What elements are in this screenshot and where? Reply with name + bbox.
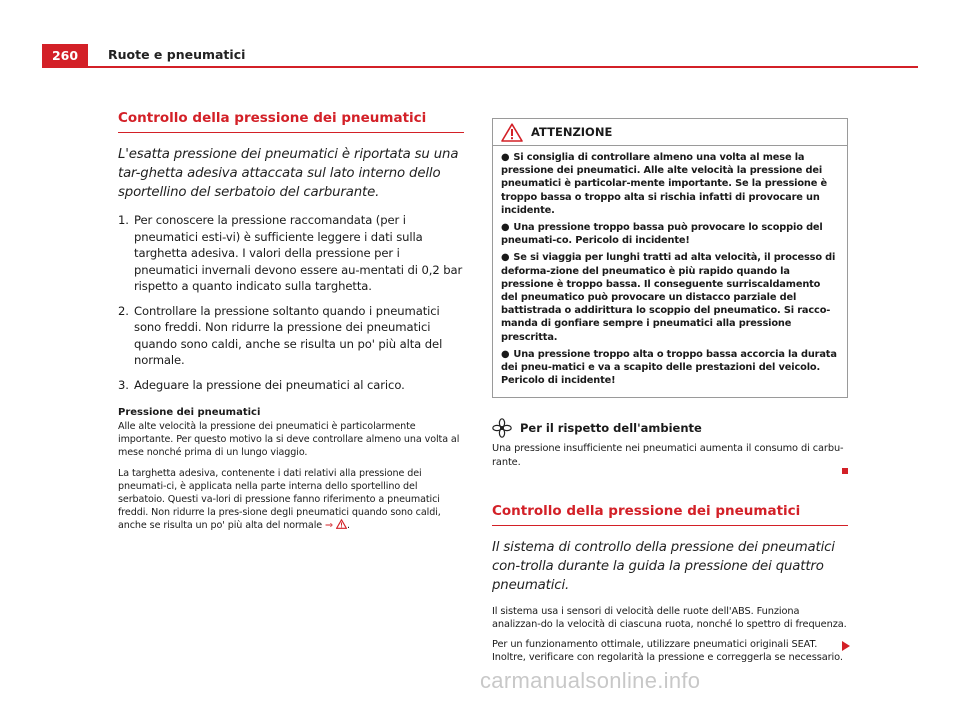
warning-triangle-icon bbox=[501, 123, 523, 142]
warning-reference-link[interactable] bbox=[325, 520, 347, 531]
warning-item-text: Si consiglia di controllare almeno una volta al mese la pressione dei pneumatici. Alle alte velocità la pressione dei pneumatici è particolar-mente importante. Se la pressione è troppo bassa o troppo alta si rischia infatti di provocare un incidente. bbox=[501, 152, 827, 216]
warning-item bbox=[501, 348, 839, 388]
warning-item-text: Una pressione troppo alta o troppo bassa accorcia la durata dei pneu-matici e va a scapito delle prestazioni del veicolo. Pericolo di incidente! bbox=[501, 348, 837, 387]
warning-item bbox=[501, 221, 839, 247]
header-title: Ruote e pneumatici bbox=[108, 47, 246, 62]
step-text: Per conoscere la pressione raccomandata (per i pneumatici esti-vi) è sufficiente leggere i dati sulla targhetta adesiva. I valori della pressione per i pneumatici invernali devono essere au-mentati di 0,2 bar rispetto a quanto indicato sulla targhetta. bbox=[134, 213, 463, 293]
warning-box bbox=[492, 118, 848, 398]
step-number: 2. bbox=[118, 303, 129, 318]
flower-icon bbox=[492, 418, 512, 438]
warning-triangle-icon bbox=[336, 519, 347, 529]
reference-arrow: ⇒ bbox=[325, 520, 333, 532]
paragraph: Per un funzionamento ottimale, utilizzare pneumatici originali SEAT. Inoltre, verificare con regolarità la pressione e correggerla se necessario. bbox=[492, 639, 843, 664]
continue-arrow-icon bbox=[842, 641, 850, 651]
left-column bbox=[118, 110, 464, 540]
list-item bbox=[118, 212, 464, 295]
warning-header bbox=[493, 119, 847, 146]
warning-item bbox=[501, 151, 839, 217]
step-number: 3. bbox=[118, 377, 129, 392]
warning-title: ATTENZIONE bbox=[531, 125, 613, 139]
environment-section bbox=[492, 418, 848, 468]
list-item bbox=[118, 377, 464, 394]
steps-list bbox=[118, 212, 464, 393]
sentence-end: . bbox=[346, 520, 350, 532]
environment-text: Una pressione insufficiente nei pneumatici aumenta il consumo di carbu-rante. bbox=[492, 443, 844, 468]
lead-text-left: L'esatta pressione dei pneumatici è riportata su una tar-ghetta adesiva attaccata sul lato interno dello sportellino del serbatoio del carburante. bbox=[118, 147, 459, 200]
bullet: ● bbox=[501, 348, 510, 360]
warning-item-text: Se si viaggia per lunghi tratti ad alta velocità, il processo di deforma-zione del pneumatico è più rapido quando la pressione è troppo bassa. Il conseguente surriscaldamento del pneumatico può provocare un distacco parziale del battistrada o addirittura lo scoppio del pneumatico. Si racco-manda di gonfiare sempre i pneumatici alla pressione prescritta. bbox=[501, 252, 836, 343]
bullet: ● bbox=[501, 222, 510, 234]
step-text: Adeguare la pressione dei pneumatici al carico. bbox=[134, 377, 405, 392]
warning-body bbox=[493, 146, 847, 397]
right-section bbox=[492, 503, 848, 665]
warning-item bbox=[501, 251, 839, 343]
step-text: Controllare la pressione soltanto quando i pneumatici sono freddi. Non ridurre la pressione dei pneumatici quando sono caldi, anche se risulta un po' più alta del normale. bbox=[134, 303, 443, 367]
section-title-left: Controllo della pressione dei pneumatici bbox=[118, 110, 464, 133]
paragraph: Il sistema usa i sensori di velocità delle ruote dell'ABS. Funziona analizzan-do la velocità di ciascuna ruota, nonché lo spettro di frequenza. bbox=[492, 605, 847, 631]
paragraph-text: La targhetta adesiva, contenente i dati relativi alla pressione dei pneumati-ci, è applicata nella parte interna dello sportellino del serbatoio. Questi va-lori di pressione fanno riferimento a pneumatici freddi. Non ridurre la pres-sione degli pneumatici quando sono caldi, anche se risulta un po' più alta del normale bbox=[118, 467, 441, 532]
right-column bbox=[492, 118, 848, 672]
section-end-marker bbox=[842, 468, 848, 474]
environment-header bbox=[492, 418, 848, 438]
watermark: carmanualsonline.info bbox=[480, 668, 701, 693]
list-item bbox=[118, 303, 464, 369]
bullet: ● bbox=[501, 252, 510, 264]
paragraph: Alle alte velocità la pressione dei pneumatici è particolarmente importante. Per questo motivo la si deve controllare almeno una volta al mese nonché prima di un lungo viaggio. bbox=[118, 421, 460, 459]
warning-item-text: Una pressione troppo bassa può provocare lo scoppio del pneumati-co. Pericolo di incidente! bbox=[501, 222, 823, 247]
subsection-title: Pressione dei pneumatici bbox=[118, 407, 261, 418]
lead-text-right: Il sistema di controllo della pressione dei pneumatici con-trolla durante la guida la pressione dei quattro pneumatici. bbox=[492, 539, 835, 593]
environment-title: Per il rispetto dell'ambiente bbox=[520, 421, 702, 436]
step-number: 1. bbox=[118, 213, 129, 227]
section-title-right: Controllo della pressione dei pneumatici bbox=[492, 503, 848, 526]
header-rule bbox=[42, 66, 918, 68]
paragraph-with-ref bbox=[118, 467, 464, 533]
page-number: 260 bbox=[42, 44, 88, 66]
bullet: ● bbox=[501, 152, 510, 163]
